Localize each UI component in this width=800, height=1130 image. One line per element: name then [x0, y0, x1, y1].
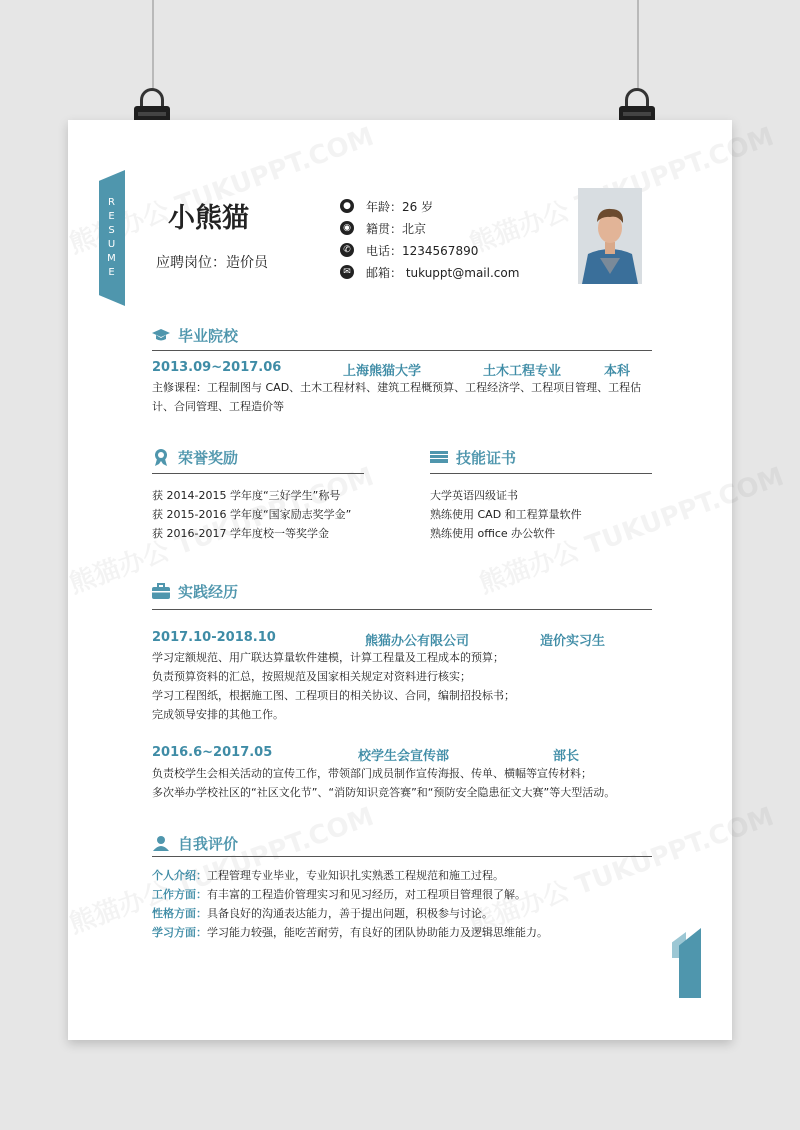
job2-org: 校学生会宣传部 [358, 749, 450, 764]
honors-rule [152, 473, 364, 474]
experience-title: 实践经历 [152, 580, 238, 602]
job2-details: 负责校学生会相关活动的宣传工作，带领部门成员制作宣传海报、传单、横幅等宣传材料； 多次举办学校社区的“社区文化节”、“消防知识竞答赛”和“预防安全隐患征文大赛”等大型活动。 [152, 767, 616, 799]
honors-list [152, 486, 351, 543]
medal-icon [152, 448, 170, 466]
job1-period: 2017.10-2018.10 [152, 630, 276, 645]
job-position: 应聘岗位：造价员 [156, 255, 268, 271]
job1-org: 熊猫办公有限公司 [365, 634, 470, 649]
list-item: 性格方面：具备良好的沟通表达能力，善于提出问题，积极参与讨论。 [152, 907, 493, 920]
self-eval-list [152, 866, 672, 942]
education-period: 2013.09~2017.06 [152, 360, 282, 375]
skills-title: 技能证书 [430, 446, 516, 468]
hanging-string-right [637, 0, 639, 90]
skills-rule [430, 473, 652, 474]
self-eval-rule [152, 856, 652, 857]
graduation-cap-icon [152, 328, 170, 342]
briefcase-icon [152, 583, 170, 599]
experience-rule [152, 609, 652, 610]
job2-role: 部长 [553, 749, 580, 764]
list-item: 熟练使用 CAD 和工程算量软件 [430, 508, 582, 521]
list-item: 大学英语四级证书 [430, 489, 518, 502]
user-icon [152, 835, 170, 851]
candidate-name: 小熊猫 [168, 203, 249, 234]
education-rule [152, 350, 652, 351]
job1-role: 造价实习生 [540, 634, 606, 649]
honors-title: 荣誉奖励 [152, 446, 238, 468]
list-item: 获 2015-2016 学年度“国家励志奖学金” [152, 508, 352, 521]
education-degree: 本科 [604, 364, 631, 379]
list-item: 熟练使用 office 办公软件 [430, 527, 556, 540]
mail-icon: ✉ [340, 265, 354, 279]
info-phone: ✆ 电话：1234567890 [340, 240, 478, 260]
education-title: 毕业院校 [152, 324, 238, 346]
resume-ribbon-text: R E S U M E [107, 197, 117, 278]
self-eval-title: 自我评价 [152, 832, 238, 854]
job2-period: 2016.6~2017.05 [152, 745, 273, 760]
education-courses: 主修课程：工程制图与 CAD、土木工程材料、建筑工程概预算、工程经济学、工程项目管理、工程估 计、合同管理、工程造价等 [152, 381, 642, 413]
job1-details: 学习定额规范、用广联达算量软件建模，计算工程量及工程成本的预算； 负责预算资料的汇总，按照规范及国家相关规定对资料进行核实； 学习工程图纸，根据施工图、工程项目的相关协议、合同，编制招投标书； 完成领导安排的其他工作。 [152, 651, 515, 721]
education-school: 上海熊猫大学 [343, 364, 422, 379]
location-icon: ◉ [340, 221, 354, 235]
phone-icon: ✆ [340, 243, 354, 257]
hanging-string-left [152, 0, 154, 90]
list-item: 学习方面：学习能力较强，能吃苦耐劳，有良好的团队协助能力及逻辑思维能力。 [152, 926, 548, 939]
list-item: 获 2016-2017 学年度校一等奖学金 [152, 527, 329, 540]
list-item: 工作方面：有丰富的工程造价管理实习和见习经历，对工程项目管理很了解。 [152, 888, 526, 901]
info-email: ✉ 邮箱： tukuppt@mail.com [340, 262, 519, 282]
info-hometown: ◉ 籍贯：北京 [340, 218, 426, 238]
list-item: 获 2014-2015 学年度“三好学生”称号 [152, 489, 341, 502]
skills-list [430, 486, 582, 543]
info-age: ● 年龄：26 岁 [340, 196, 433, 216]
certificate-icon [430, 450, 448, 464]
person-icon: ● [340, 199, 354, 213]
list-item: 个人介绍：工程管理专业毕业，专业知识扎实熟悉工程规范和施工过程。 [152, 869, 504, 882]
education-major: 土木工程专业 [483, 364, 562, 379]
profile-photo [578, 188, 642, 284]
